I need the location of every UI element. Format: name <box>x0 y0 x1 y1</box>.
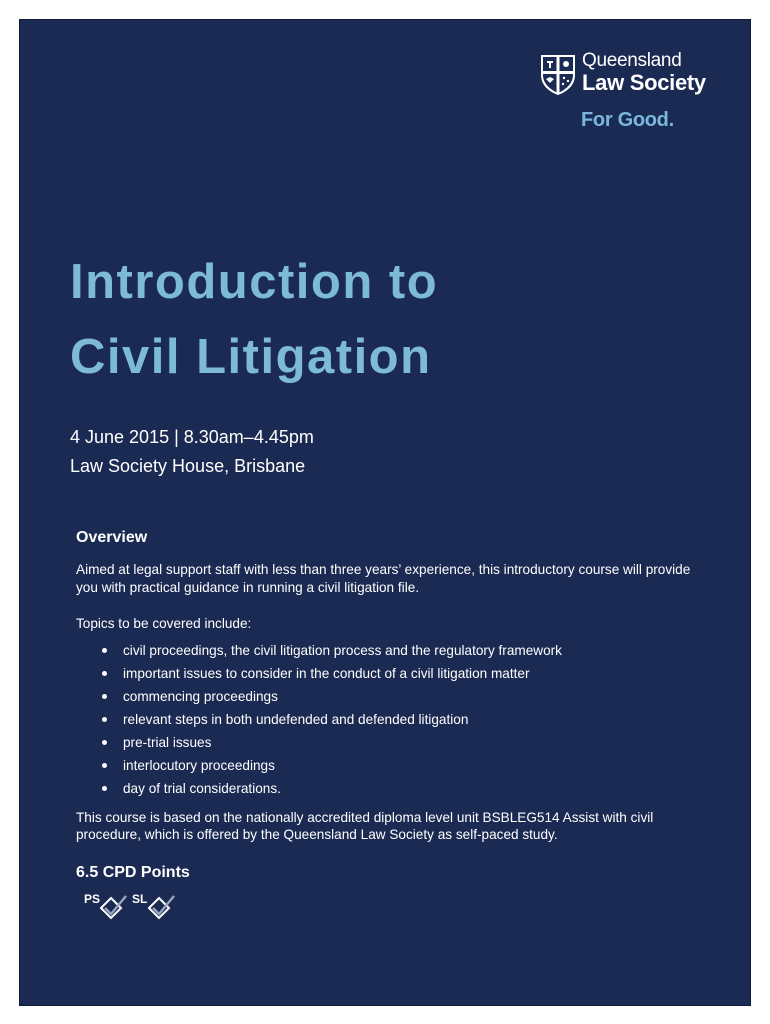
topic-text: relevant steps in both undefended and defended litigation <box>123 711 469 727</box>
topic-text: interlocutory proceedings <box>123 757 275 773</box>
list-item <box>76 685 696 708</box>
bullet-icon <box>102 740 107 745</box>
topic-text: civil proceedings, the civil litigation process and the regulatory framework <box>123 642 562 658</box>
course-title-line2: Civil Litigation <box>70 330 432 384</box>
list-item <box>76 754 696 777</box>
brand-name <box>582 51 706 94</box>
overview-intro: Aimed at legal support staff with less than three years’ experience, this introductory course will provide you with practical guidance in running a civil litigation file. <box>76 562 691 595</box>
event-date-time: 4 June 2015 | 8.30am–4.45pm <box>70 427 314 447</box>
list-item <box>76 731 696 754</box>
event-details <box>70 423 314 481</box>
overview-heading: Overview <box>76 529 148 546</box>
cpd-points-heading: 6.5 CPD Points <box>76 863 190 881</box>
bullet-icon <box>102 671 107 676</box>
brand-tagline: For Good. <box>581 109 674 131</box>
brand-name-line2: Law Society <box>582 70 706 95</box>
bullet-icon <box>102 717 107 722</box>
overview-section <box>76 528 696 931</box>
shield-icon <box>539 53 577 97</box>
qls-logo <box>539 51 739 171</box>
topic-text: day of trial considerations. <box>123 780 281 796</box>
course-title <box>70 245 438 395</box>
bullet-icon <box>102 694 107 699</box>
cpd-badge-code: PS <box>84 891 101 906</box>
list-item <box>76 708 696 731</box>
cpd-badge-sl <box>132 891 182 927</box>
topics-list <box>76 639 696 800</box>
brand-name-line1: Queensland <box>582 50 682 71</box>
cpd-badge-code: SL <box>132 891 148 906</box>
checked-box-icon <box>98 893 128 923</box>
topics-intro: Topics to be covered include: <box>76 616 252 631</box>
event-venue: Law Society House, Brisbane <box>70 456 306 476</box>
checked-box-icon <box>146 893 176 923</box>
list-item <box>76 662 696 685</box>
flyer-page <box>19 19 751 1006</box>
cpd-badges <box>76 891 696 931</box>
topic-text: commencing proceedings <box>123 688 278 704</box>
list-item <box>76 639 696 662</box>
topic-text: important issues to consider in the conduct of a civil litigation matter <box>123 665 530 681</box>
course-title-line1: Introduction to <box>70 255 439 309</box>
cpd-badge-ps <box>84 891 134 927</box>
course-basis: This course is based on the nationally accredited diploma level unit BSBLEG514 Assist with civil procedure, which is offered by the Queensland Law Society as self-paced study. <box>76 809 654 842</box>
bullet-icon <box>102 786 107 791</box>
bullet-icon <box>102 648 107 653</box>
list-item <box>76 777 696 800</box>
bullet-icon <box>102 763 107 768</box>
topic-text: pre-trial issues <box>123 734 212 750</box>
